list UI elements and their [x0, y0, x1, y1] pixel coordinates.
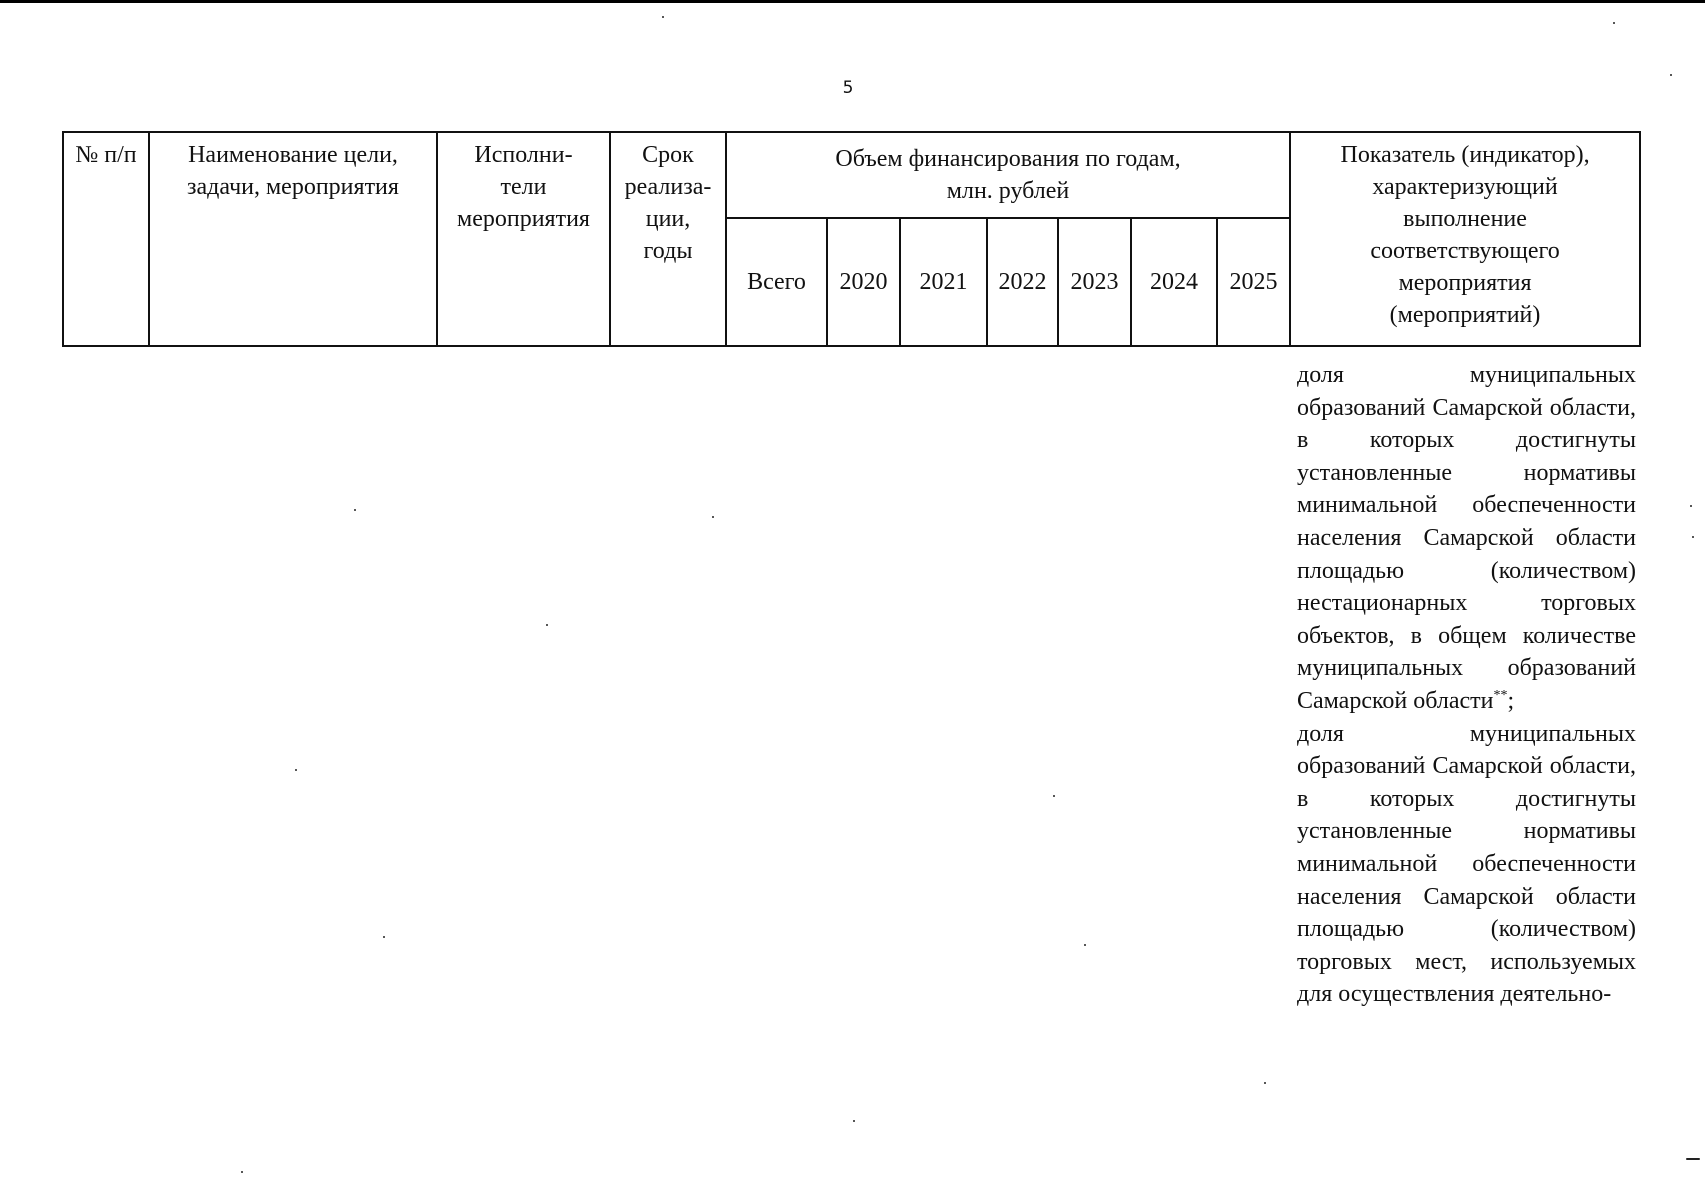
header-funding: Объем финансирования по годам, млн. рублей [726, 132, 1290, 218]
program-table-header [62, 131, 1641, 347]
header-year-2023: 2023 [1058, 218, 1131, 346]
scan-speck [1264, 1082, 1266, 1084]
scan-speck [853, 1120, 855, 1122]
indicator-paragraph-1-tail: ; [1507, 687, 1515, 714]
header-year-2022: 2022 [987, 218, 1058, 346]
header-number: № п/п [63, 132, 149, 346]
header-indicator: Показатель (индикатор), характеризующий выполнение соответствующего мероприятия (мероприятий) [1290, 132, 1640, 346]
indicator-paragraph-2 [1297, 718, 1636, 1011]
header-term: Срок реализа- ции, годы [610, 132, 726, 346]
scan-speck [546, 624, 548, 626]
scan-speck [1692, 536, 1694, 538]
scan-speck [295, 769, 297, 771]
header-executors: Исполни- тели мероприятия [437, 132, 610, 346]
scan-speck [712, 516, 714, 518]
indicator-paragraph-1 [1297, 359, 1636, 718]
header-goal-name: Наименование цели, задачи, мероприятия [149, 132, 437, 346]
header-year-2021: 2021 [900, 218, 987, 346]
indicator-text [1297, 359, 1636, 1011]
scan-speck [1084, 944, 1086, 946]
scan-speck [1670, 74, 1672, 76]
indicator-paragraph-1-text: доля муниципальных образований Самарской области, в которых достигнуты установленные нормативы минимальной обеспеченности населения Самарской области площадью (количеством) нестационарных торговых объектов, в общем количестве муниципальных образований Самарской области [1297, 362, 1636, 714]
scan-speck [241, 1171, 243, 1173]
scan-speck [354, 509, 356, 511]
footnote-mark: ** [1493, 687, 1508, 703]
scan-speck [1690, 505, 1692, 507]
indicator-paragraph-2-text: доля муниципальных образований Самарской области, в которых достигнуты установленные нормативы минимальной обеспеченности населения Самарской области площадью (количеством) торговых мест, используемых для осуществления деятельно- [1297, 720, 1636, 1008]
scan-speck [662, 16, 664, 18]
scan-speck [383, 936, 385, 938]
scan-edge [0, 0, 1705, 3]
header-year-2025: 2025 [1217, 218, 1290, 346]
scan-speck [1686, 1158, 1700, 1160]
header-year-2020: 2020 [827, 218, 900, 346]
scan-speck [1053, 795, 1055, 797]
page-number: 5 [842, 78, 854, 98]
scan-speck [1613, 22, 1615, 24]
header-total: Всего [726, 218, 827, 346]
header-year-2024: 2024 [1131, 218, 1217, 346]
